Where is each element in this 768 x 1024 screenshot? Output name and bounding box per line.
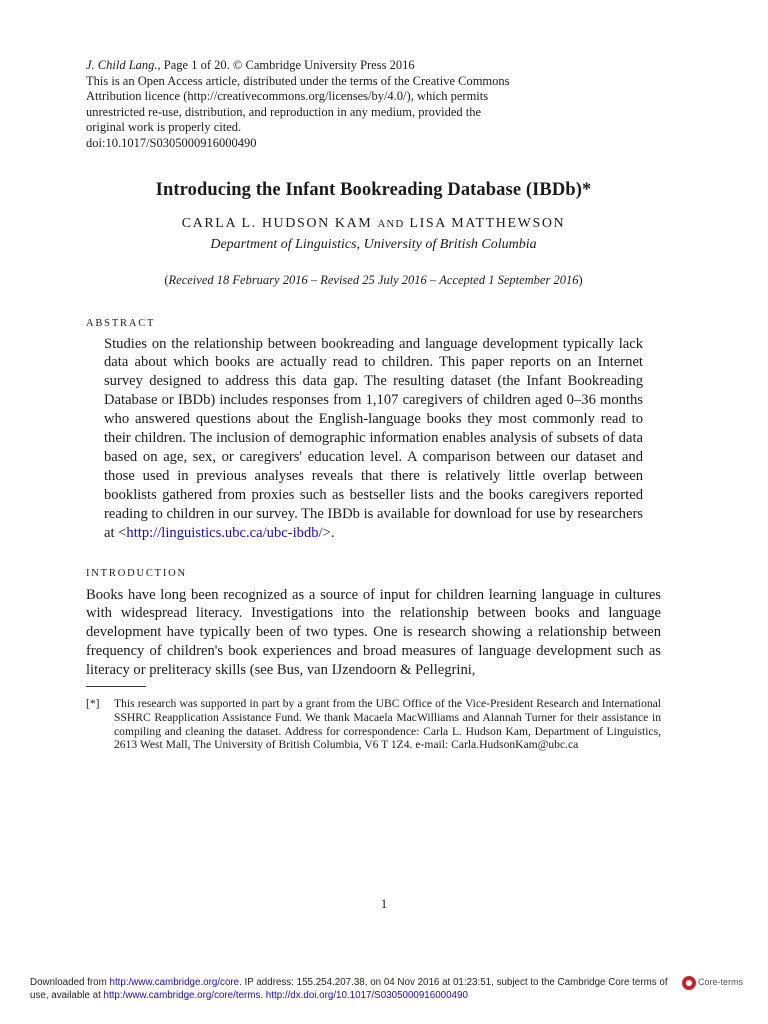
footnote-mark: [*]: [86, 697, 100, 711]
abstract-text: Studies on the relationship between bookreading and language development typically lack data about which books are actually read to children. This paper reports on an Internet survey designed to address this data gap. The resulting dataset (the Infant Bookreading Database or IBDb) includes responses from 1,107 caregivers of children aged 0–36 months who answered questions about the English-language books they most commonly read to their children. The inclusion of demographic information enables analysis of subsets of data based on age, sex, or caregivers' education level. A comparison between our dataset and those used in previous analyses reveals that there is relatively little overlap between booklists gathered from proxies such as bestseller lists and the books caregivers reported reading to children in our survey. The IBDb is available for download for use by researchers at <: [104, 335, 643, 541]
doi-link[interactable]: http://dx.doi.org/10.1017/S0305000916000490: [265, 990, 468, 1001]
download-separator: .: [260, 990, 266, 1001]
dates-open-paren: (: [164, 272, 169, 287]
dates-separator-1: –: [307, 272, 321, 287]
article-page: [86, 58, 661, 752]
journal-header: [86, 58, 661, 152]
license-line-4: original work is properly cited.: [86, 120, 242, 135]
core-terms-link[interactable]: http:/www.cambridge.org/core/terms: [103, 990, 261, 1001]
affiliation: Department of Linguistics, University of British Columbia: [210, 236, 537, 252]
footnote-divider: [86, 686, 146, 687]
abstract-body: [104, 335, 643, 543]
author-list: [86, 215, 661, 233]
introduction-body: Books have long been recognized as a source of input for children learning language in cultures with widespread literacy. Investigations into the relationship between books and language development have typically been of two types. One is research showing a relationship between frequency of children's book experiences and broad measures of language development such as literacy or preliteracy skills (see Bus, van IJzendoorn & Pellegrini,: [86, 586, 661, 679]
accepted-date: Accepted 1 September 2016: [439, 272, 579, 287]
ibdb-download-link[interactable]: http://linguistics.ubc.ca/ubc-ibdb/: [126, 524, 323, 541]
cambridge-core-link[interactable]: http:/www.cambridge.org/core: [109, 977, 240, 988]
core-terms-label[interactable]: Core-terms: [698, 977, 744, 987]
header-page-info: , Page 1 of 20. © Cambridge University Press 2016: [157, 58, 415, 72]
journal-name: J. Child Lang.: [86, 58, 158, 72]
author-conjunction: AND: [377, 217, 405, 230]
introduction-heading: INTRODUCTION: [86, 567, 187, 579]
author-2: LISA MATTHEWSON: [409, 215, 566, 231]
abstract-end: >.: [322, 524, 335, 541]
article-title: Introducing the Infant Bookreading Database (IBDb)*: [155, 179, 592, 200]
license-line-1: This is an Open Access article, distributed under the terms of the Creative Commons: [86, 73, 510, 88]
submission-dates: [86, 272, 661, 288]
abstract-heading: ABSTRACT: [86, 317, 156, 329]
footnote-text: This research was supported in part by a grant from the UBC Office of the Vice-President Research and International SSHRC Reapplication Assistance Fund. We thank Macaela MacWilliams and Alannah Turner for their assistance in compiling and cleaning the dataset. Address for correspondence: Carla L. Hudson Kam, Department of Linguistics, 2613 West Mall, The University of British Columbia, V6 T 1Z4. e-mail: Carla.HudsonKam@ubc.ca: [114, 697, 661, 752]
header-line-1: [86, 58, 661, 74]
received-date: Received 18 February 2016: [168, 272, 308, 287]
dates-separator-2: –: [426, 272, 440, 287]
page-number: 1: [380, 897, 388, 911]
download-notice: [30, 976, 768, 1002]
footnote: [86, 697, 661, 752]
dates-close-paren: ): [578, 272, 583, 287]
license-line-2: Attribution licence (http://creativecommons.org/licenses/by/4.0/), which permits: [86, 89, 489, 104]
revised-date: Revised 25 July 2016: [320, 272, 427, 287]
author-1: CARLA L. HUDSON KAM: [181, 215, 373, 231]
license-line-3: unrestricted re-use, distribution, and reproduction in any medium, provided the: [86, 104, 482, 119]
download-use-prefix: use, available at: [30, 990, 104, 1001]
core-badge-icon[interactable]: [682, 976, 696, 990]
download-prefix: Downloaded from: [30, 977, 110, 988]
doi: doi:10.1017/S0305000916000490: [86, 135, 257, 150]
download-ip-info: . IP address: 155.254.207.38, on 04 Nov 2016 at 01:23:51, subject to the Cambridge Core terms of: [239, 977, 668, 988]
